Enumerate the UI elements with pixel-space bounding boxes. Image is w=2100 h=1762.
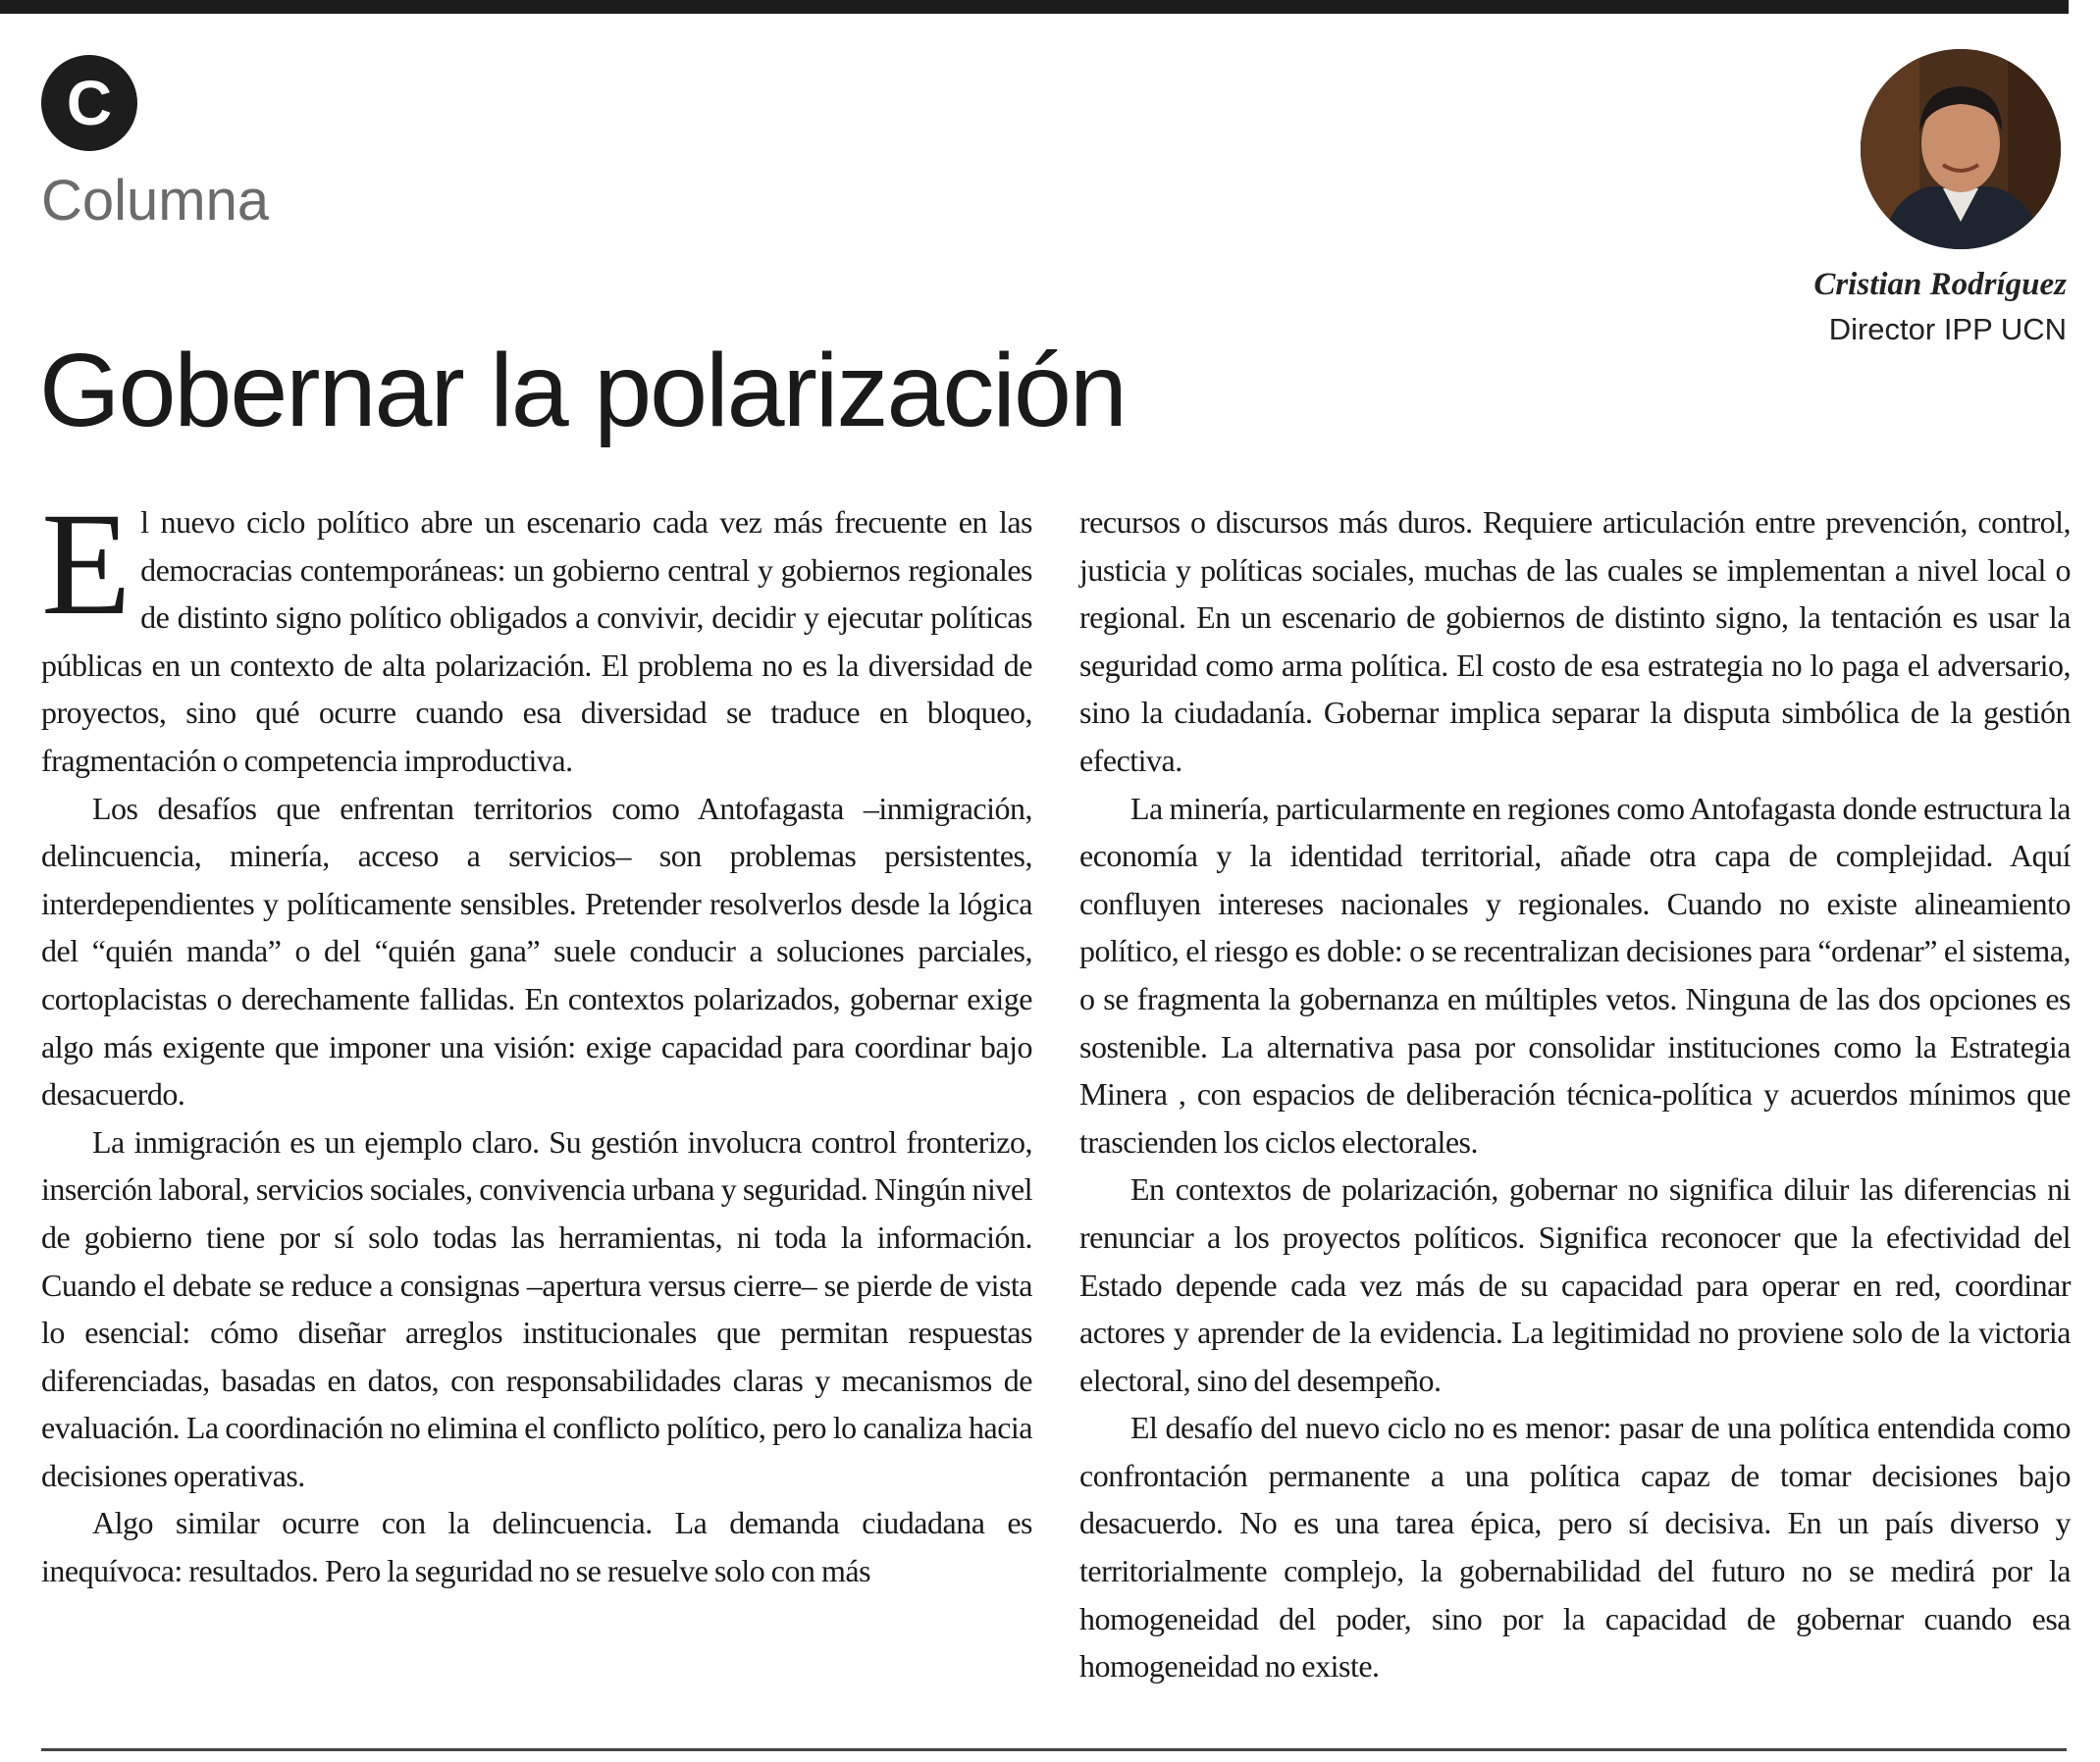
bottom-rule: [41, 1748, 2067, 1751]
paragraph: El desafío del nuevo ciclo no es menor: pasar de una política entendida como confrontación permanente a una política capaz de tomar decisiones bajo desacuerdo. No es una tarea épica, pero sí decisiva. En un país diverso y territorialmente complejo, la gobernabilidad del futuro no se medirá por la homogeneidad del poder, sino por la capacidad de gobernar cuando esa homogeneidad no existe.: [1079, 1410, 2071, 1684]
drop-cap: E: [41, 483, 131, 646]
paragraph: En contextos de polarización, gobernar no significa diluir las diferencias ni renunciar a los proyectos políticos. Significa reconocer que la efectividad del Estado depende cada vez más de su capacidad para operar en red, coordinar actores y aprender de la evidencia. La legitimidad no proviene solo de la victoria electoral, sino del desempeño.: [1079, 1171, 2071, 1398]
section-badge: C: [41, 55, 137, 151]
paragraph: La minería, particularmente en regiones como Antofagasta donde estructura la economía y la identidad territorial, añade otra capa de complejidad. Aquí confluyen intereses nacionales y regionales. Cuando no existe alineamiento político, el riesgo es doble: o se recentralizan decisiones para “ordenar” el sistema, o se fragmenta la gobernanza en múltiples vetos. Ninguna de las dos opciones es sostenible. La alternativa pasa por consolidar instituciones como la Estrategia Minera , con espacios de deliberación técnica-política y acuerdos mínimos que trascienden los ciclos electorales.: [1079, 790, 2071, 1160]
author-name: Cristian Rodríguez: [1813, 267, 2067, 302]
paragraph: Los desafíos que enfrentan territorios como Antofagasta –inmigración, delincuencia, minería, acceso a servicios– son problemas persistentes, interdependientes y políticamente sensibles. Pretender resolverlos desde la lógica del “quién manda” o del “quién gana” suele conducir a soluciones parciales, cortoplacistas o derechamente fallidas. En contextos polarizados, gobernar exige algo más exigente que imponer una visión: exige capacidad para coordinar bajo desacuerdo.: [41, 790, 1032, 1113]
top-rule: [0, 0, 2069, 14]
paragraph: recursos o discursos más duros. Requiere articulación entre prevención, control, justicia y políticas sociales, muchas de las cuales se implementan a nivel local o regional. En un escenario de gobiernos de distinto signo, la tentación es usar la seguridad como arma política. El costo de esa estrategia no lo paga el adversario, sino la ciudadanía. Gobernar implica separar la disputa simbólica de la gestión efectiva.: [1079, 504, 2071, 778]
paragraph-text: l nuevo ciclo político abre un escenario cada vez más frecuente en las democracias contemporáneas: un gobierno central y gobiernos regionales de distinto signo político obligados a convivir, decidir y ejecutar políticas públicas en un contexto de alta polarización. El problema no es la diversidad de proyectos, sino qué ocurre cuando esa diversidad se traduce en bloqueo, fragmentación o competencia improductiva.: [41, 504, 1032, 778]
author-role: Director IPP UCN: [1828, 312, 2067, 346]
right-column: [1079, 498, 2071, 1690]
left-column: [41, 483, 1032, 1595]
headline: Gobernar la polarización: [39, 333, 1126, 448]
paragraph: Algo similar ocurre con la delincuencia. La demanda ciudadana es inequívoca: resultados. Pero la seguridad no se resuelve solo con más: [41, 1505, 1032, 1589]
paragraph: La inmigración es un ejemplo claro. Su gestión involucra control fronterizo, inserción laboral, servicios sociales, convivencia urbana y seguridad. Ningún nivel de gobierno tiene por sí solo todas las herramientas, ni toda la información. Cuando el debate se reduce a consignas –apertura versus cierre– se pierde de vista lo esencial: cómo diseñar arreglos institucionales que permitan respuestas diferenciadas, basadas en datos, con responsabilidades claras y mecanismos de evaluación. La coordinación no elimina el conflicto político, pero lo canaliza hacia decisiones operativas.: [41, 1123, 1032, 1493]
paragraph: [41, 483, 1032, 785]
author-portrait-icon: [1861, 49, 2061, 249]
section-label: Columna: [41, 169, 270, 233]
author-photo: [1861, 49, 2061, 249]
